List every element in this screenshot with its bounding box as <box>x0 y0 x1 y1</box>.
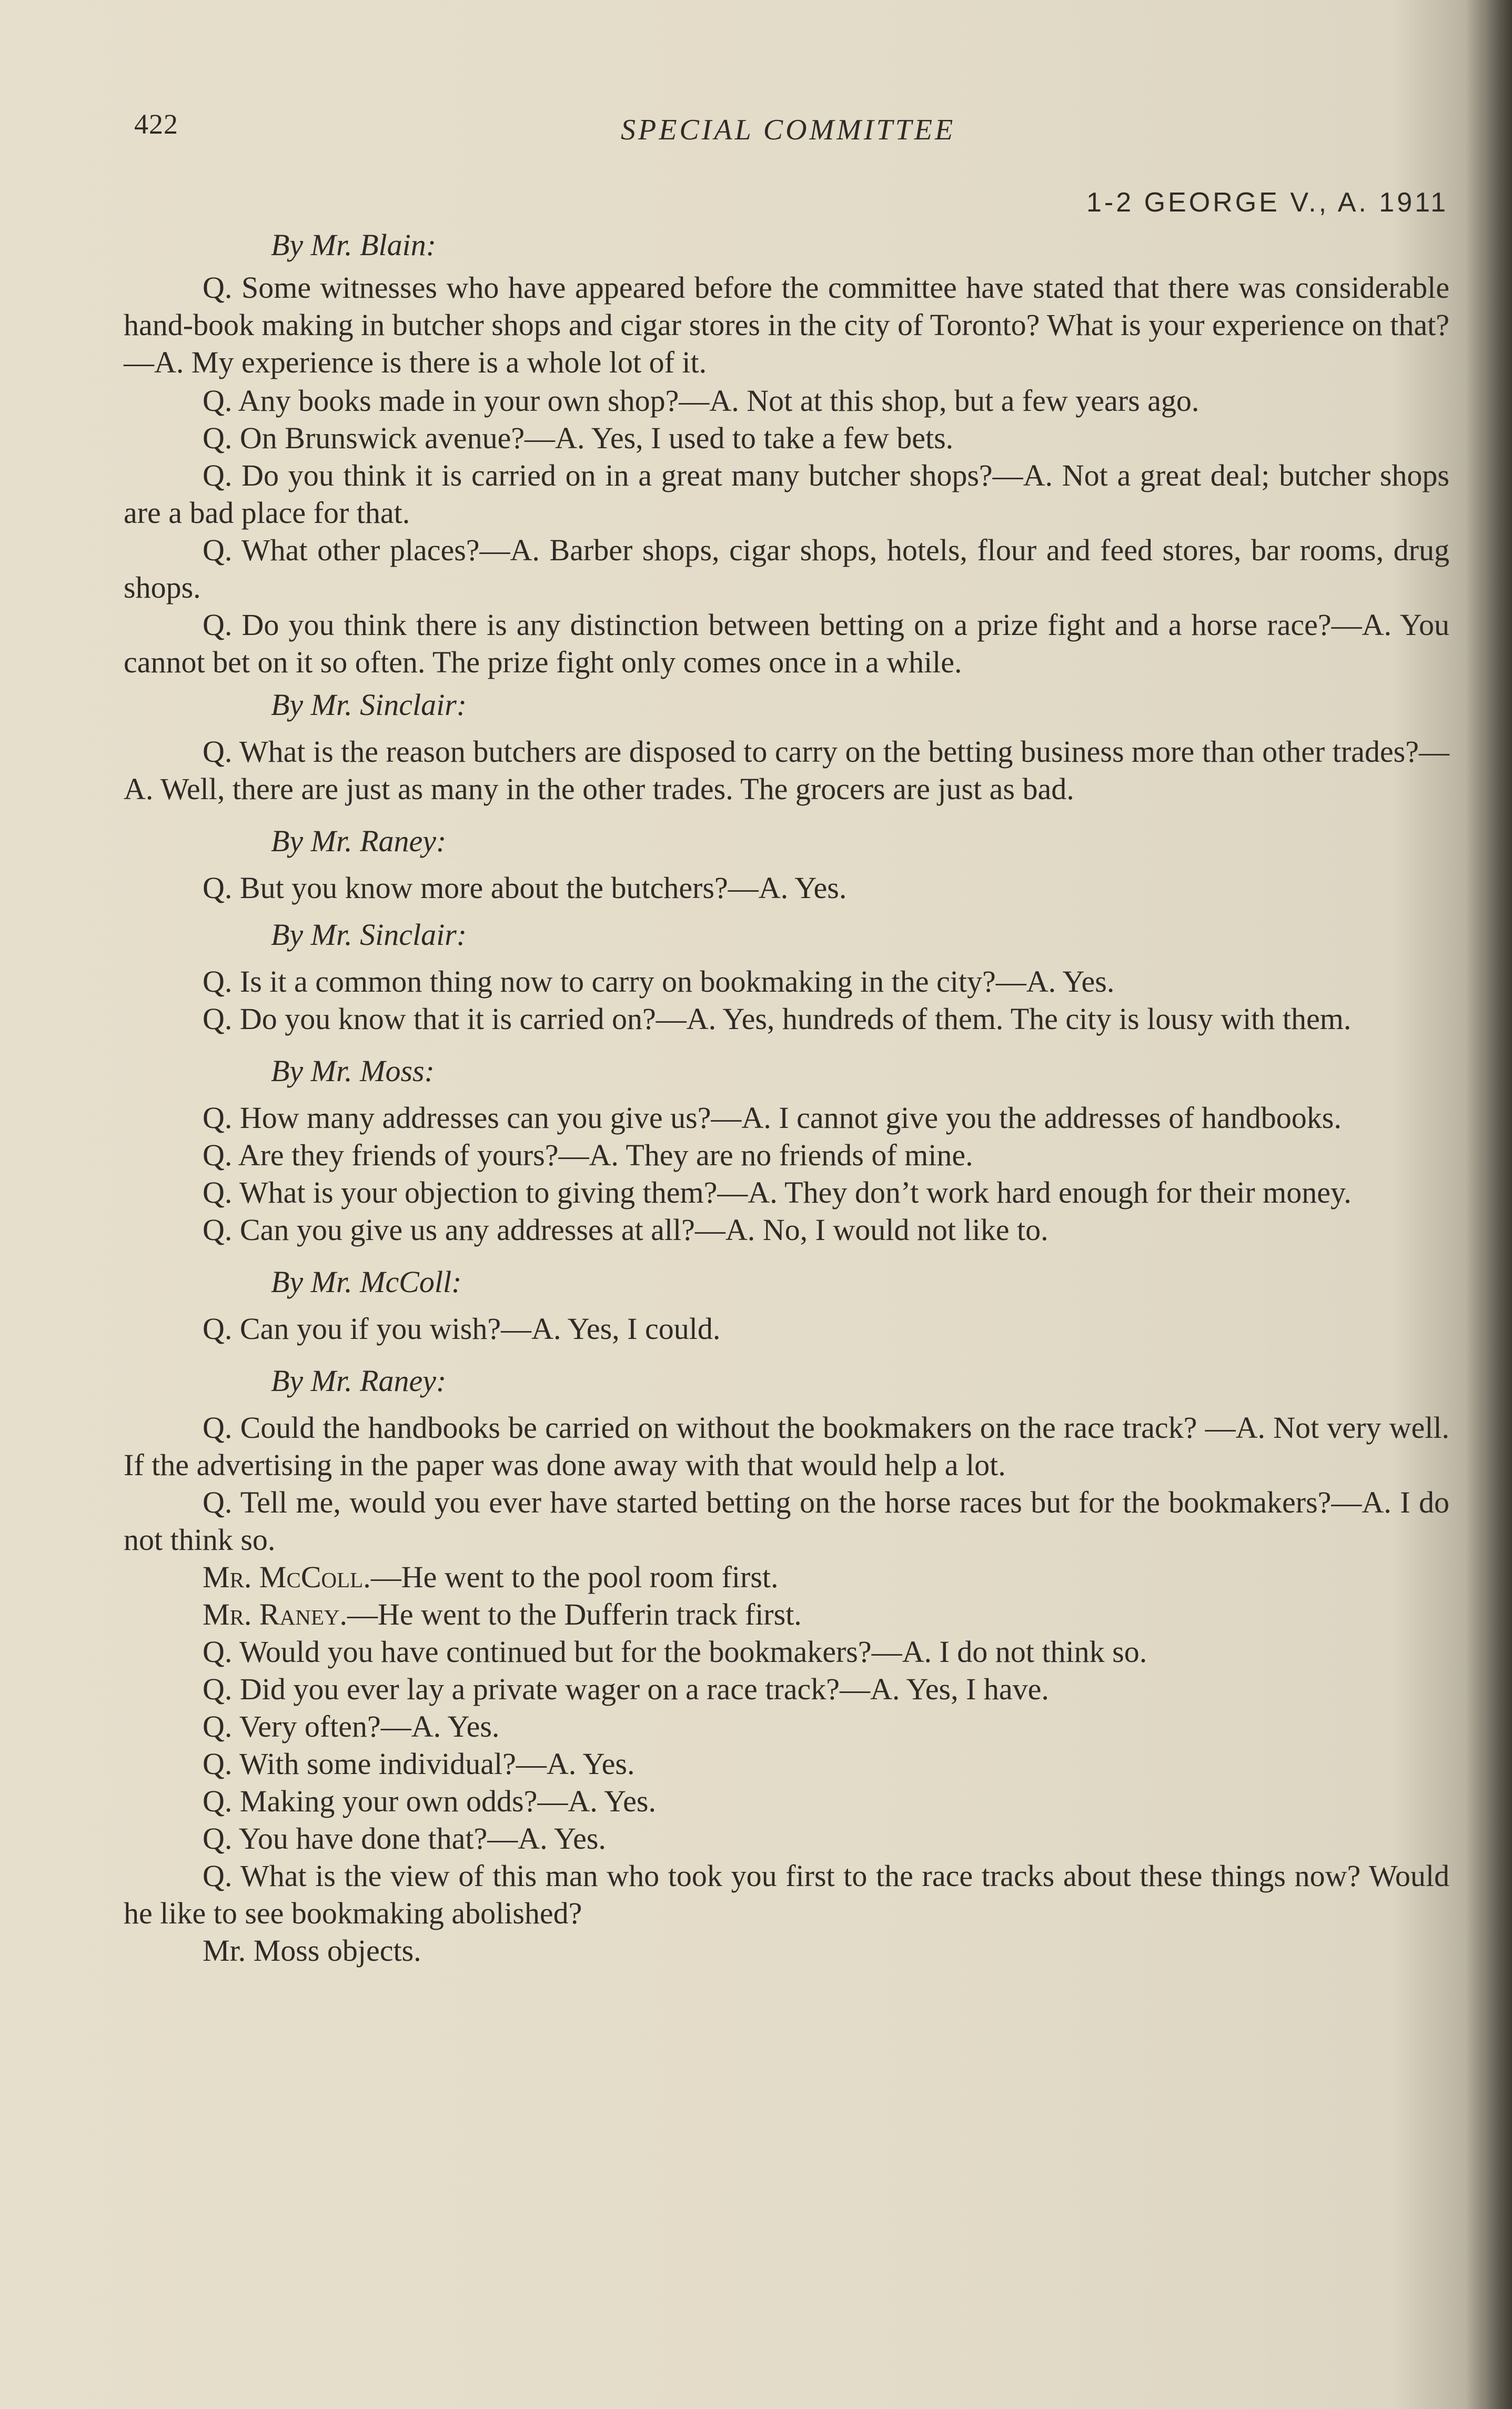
paragraph: Q. How many addresses can you give us?—A. I cannot give you the addresses of handbooks. <box>203 1101 1342 1135</box>
paragraph: Q. But you know more about the butchers?—A. Yes. <box>203 871 847 905</box>
speaker-heading: By Mr. McColl: <box>271 1265 462 1299</box>
speaker-heading: By Mr. Blain: <box>271 228 437 262</box>
speaker-heading: By Mr. Raney: <box>271 824 447 858</box>
remark-speaker: Mr. McColl. <box>203 1560 371 1594</box>
paragraph: Q. Any books made in your own shop?—A. Not at this shop, but a few years ago. <box>203 384 1199 418</box>
paragraph: Q. What other places?—A. Barber shops, cigar shops, hotels, flour and feed stores, bar rooms, drug shops. <box>124 533 1449 604</box>
speaker-heading: By Mr. Raney: <box>271 1364 447 1398</box>
session-line: 1-2 GEORGE V., A. 1911 <box>1086 187 1449 218</box>
paragraph: Q. Is it a common thing now to carry on bookmaking in the city?—A. Yes. <box>203 964 1115 999</box>
speaker-heading: By Mr. Sinclair: <box>271 688 467 722</box>
paragraph: Q. Do you think it is carried on in a great many butcher shops?—A. Not a great deal; butcher shops are a bad place for that. <box>124 458 1449 530</box>
transcript-body <box>124 226 1449 1969</box>
running-head: SPECIAL COMMITTEE <box>621 114 956 146</box>
paragraph: Q. On Brunswick avenue?—A. Yes, I used to take a few bets. <box>203 421 954 455</box>
paragraph: Q. Tell me, would you ever have started betting on the horse races but for the bookmakers?—A. I do not think so. <box>124 1485 1449 1557</box>
paragraph: Q. Could the handbooks be carried on without the bookmakers on the race track? —A. Not very well. If the advertising in the paper was done away with that would help a lot. <box>124 1410 1449 1482</box>
paragraph: Q. Do you think there is any distinction between betting on a prize fight and a horse race?—A. You cannot bet on it so often. The prize fight only comes once in a while. <box>124 608 1449 679</box>
paragraph: Q. Are they friends of yours?—A. They are no friends of mine. <box>203 1138 973 1172</box>
paragraph: Q. Some witnesses who have appeared before the committee have stated that there was considerable hand-book making in butcher shops and cigar stores in the city of Toronto? What is your experience on that?—A. My experience is there is a whole lot of it. <box>124 270 1449 379</box>
paragraph: Q. Very often?—A. Yes. <box>203 1709 500 1743</box>
remark-speaker: Mr. Raney. <box>203 1597 347 1631</box>
speaker-remark <box>124 1596 1449 1633</box>
paragraph: Q. Making your own odds?—A. Yes. <box>203 1784 656 1818</box>
paragraph: Q. Do you know that it is carried on?—A. Yes, hundreds of them. The city is lousy with them. <box>203 1002 1352 1036</box>
paragraph: Mr. Moss objects. <box>203 1933 421 1968</box>
speaker-heading: By Mr. Sinclair: <box>271 918 467 952</box>
speaker-remark <box>124 1558 1449 1596</box>
page-number: 422 <box>134 108 178 140</box>
paragraph: Q. What is the view of this man who took you first to the race tracks about these things now? Would he like to see bookmaking abolished? <box>124 1859 1449 1930</box>
page-edge-shadow <box>1465 0 1512 2409</box>
remark-text: —He went to the Dufferin track first. <box>347 1597 802 1631</box>
remark-text: —He went to the pool room first. <box>370 1560 779 1594</box>
paragraph: Q. Can you if you wish?—A. Yes, I could. <box>203 1312 721 1346</box>
paragraph: Q. Can you give us any addresses at all?—A. No, I would not like to. <box>203 1213 1049 1247</box>
paragraph: Q. You have done that?—A. Yes. <box>203 1821 606 1856</box>
speaker-heading: By Mr. Moss: <box>271 1054 435 1088</box>
paragraph: Q. What is the reason butchers are disposed to carry on the betting business more than other trades?—A. Well, there are just as many in the other trades. The grocers are just as bad. <box>124 734 1449 806</box>
paragraph: Q. Did you ever lay a private wager on a race track?—A. Yes, I have. <box>203 1672 1049 1706</box>
paragraph: Q. Would you have continued but for the bookmakers?—A. I do not think so. <box>203 1635 1147 1669</box>
paragraph: Q. With some individual?—A. Yes. <box>203 1747 635 1781</box>
paragraph: Q. What is your objection to giving them?—A. They don’t work hard enough for their money. <box>203 1175 1352 1209</box>
